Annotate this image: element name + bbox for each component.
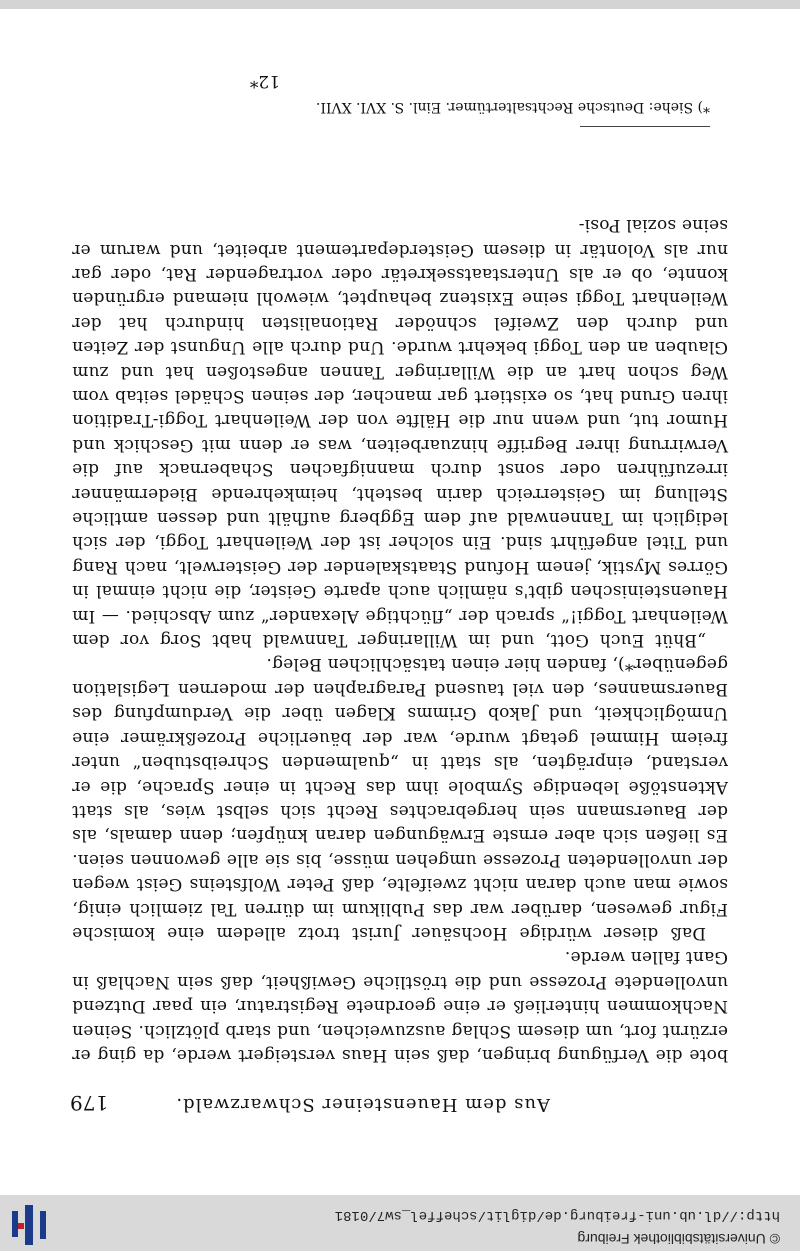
logo-bar-right bbox=[12, 1211, 18, 1237]
paragraph: Daß dieser würdige Hochsäuer Jurist trotz alledem eine komische Figur gewesen, darüber war das Publikum im dürren Tal ziemlich einig, sowie man auch daran nicht zweifelte, daß Peter Wolfsteins Geist wegen der unvollendeten Prozesse umgehen müsse, bis sie alle gewonnen seien. Es ließen sich aber ernste Erwägungen daran knüpfen; denn damals, als der Bauersmann sein hergebrachtes Recht sich selbst wies, als statt Aktenstöße lebendige Symbole ihm das Recht in einer Sprache, die er verstand, einprägten, als statt in „qualmenden Schreibstuben“ unter freiem Himmel getagt wurde, war der bäuerliche Prozeßkrämer eine Unmöglichkeit, und Jakob Grimms Klagen über die Verdumpfung des Bauersmannes, den viel tausend Paragraphen der modernen Legislation gegenüber*), fanden hier einen tatsächlichen Beleg. bbox=[72, 654, 728, 943]
page-number: 179 bbox=[70, 1091, 109, 1115]
running-title: Aus dem Hauensteiner Schwarzwald. bbox=[175, 1094, 550, 1115]
paragraph: bote die Verfügung bringen, daß sein Haus versteigert werde, da ging er erzürnt fort, um diesem Schlag auszuweichen, und starb plötzlich. Seinen Nachkommen hinterließ er eine geordnete Registratur, ein paar Dutzend unvollendete Prozesse und die tröstliche Gewißheit, daß sein Nachlaß in Gant fallen werde. bbox=[72, 947, 728, 1065]
bottom-bar bbox=[0, 0, 800, 9]
running-head bbox=[70, 1085, 700, 1115]
page-body bbox=[72, 213, 728, 1067]
logo-bar-center bbox=[25, 1205, 33, 1245]
logo-bar-left bbox=[40, 1211, 46, 1239]
viewer-header bbox=[0, 1194, 800, 1251]
scanned-page bbox=[0, 9, 800, 1195]
logo-accent bbox=[18, 1223, 24, 1229]
ub-freiburg-logo-icon bbox=[8, 1203, 48, 1247]
page-url[interactable]: http://dl.ub.uni-freiburg.de/diglit/scheffel_sw7/0181 bbox=[334, 1207, 780, 1223]
copyright-notice: © Universitätsbibliothek Freiburg bbox=[577, 1231, 780, 1247]
footnote-rule bbox=[580, 126, 710, 127]
printer-signature: 12* bbox=[249, 71, 280, 91]
paragraph: „Bhüt Euch Gott, und im Willaringer Tannwald habt Sorg vor dem Weilenhart Toggi!“ sprach der „flüchtige Alexander“ zum Abschied. — Im Hauensteinischen gibt's nämlich auch aparte Geister, die nicht einmal in Görres Mystik, jenem Hofund Staatskalender der Geisterwelt, nach Rang und Titel angeführt sind. Ein solcher ist der Weilenhart Toggi, der sich lediglich im Tannenwald auf dem Eggberg aufhält und dessen amtliche Stellung im Geisterreich darin besteht, heimkehrende Biedermänner irrezuführen oder sonst durch mannigfachen Schabernack auf die Verwirrung ihrer Begriffe hinzuarbeiten, was er denn mit Geschick und Humor tut, und wenn nur die Hälfte von der Weilenhart Toggi-Tradition ihren Grund hat, so existiert gar mancher, der seinen Schädel seitab vom Weg schon hart an die Willaringer Tannen angestoßen hat und zum Glauben an den Toggi bekehrt wurde. Und durch alle Ungunst der Zeiten und durch den Zweifel schnöder Rationalisten hindurch hat der Weilenhart Toggi seine Existenz behauptet, wiewohl niemand ergründen konnte, ob er als Unterstaatssekretär oder vortragender Rat, oder gar nur als Volontär in diesem Geisterdepartement arbeitet, und warum er seine sozial Posi- bbox=[72, 215, 728, 651]
footnote: *) Siehe: Deutsche Rechtsaltertümer. Einl. S. XVI. XVII. bbox=[315, 99, 710, 115]
